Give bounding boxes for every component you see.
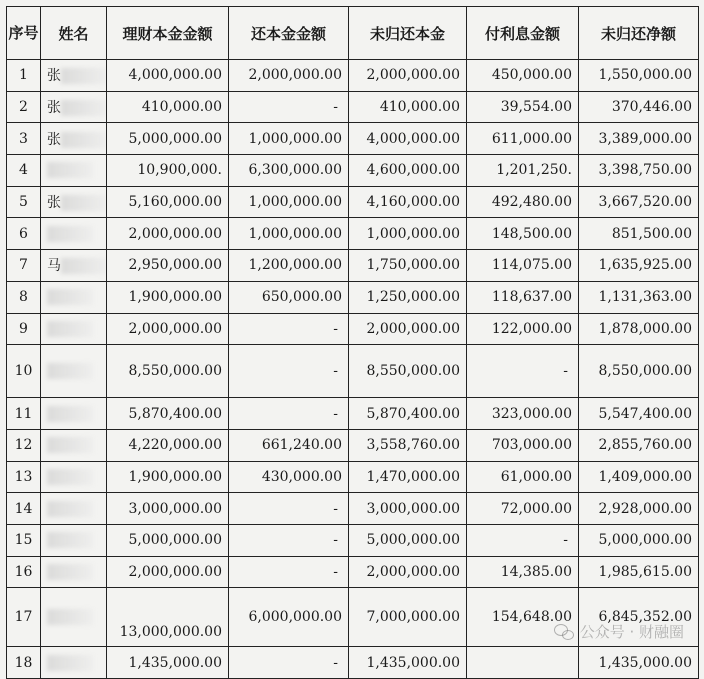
row-seq: 4 [7,155,41,187]
cell-principal: 4,220,000.00 [107,429,229,461]
cell-net: 2,928,000.00 [579,493,699,525]
cell-net: 3,398,750.00 [579,155,699,187]
cell-net: 5,000,000.00 [579,524,699,556]
row-seq: 7 [7,250,41,282]
cell-repaid: 6,300,000.00 [229,155,349,187]
cell-repaid: 1,200,000.00 [229,250,349,282]
cell-net: 1,635,925.00 [579,250,699,282]
row-name [41,398,107,430]
cell-unrepaid: 2,000,000.00 [349,556,467,588]
header-interest: 付利息金额 [467,7,579,60]
cell-principal: 13,000,000.00 [107,588,229,647]
cell-repaid: 661,240.00 [229,429,349,461]
table-row [7,398,699,430]
cell-repaid: 6,000,000.00 [229,588,349,647]
header-principal: 理财本金金额 [107,7,229,60]
row-name [41,461,107,493]
row-name [41,493,107,525]
row-name [41,91,107,123]
table-row [7,250,699,282]
cell-principal: 2,000,000.00 [107,313,229,345]
cell-interest: - [467,345,579,398]
cell-unrepaid: 1,000,000.00 [349,218,467,250]
row-name [41,250,107,282]
row-seq: 15 [7,524,41,556]
cell-repaid: 2,000,000.00 [229,60,349,92]
table-row [7,186,699,218]
cell-interest: 611,000.00 [467,123,579,155]
row-seq: 3 [7,123,41,155]
cell-principal: 1,900,000.00 [107,281,229,313]
cell-unrepaid: 8,550,000.00 [349,345,467,398]
cell-principal: 3,000,000.00 [107,493,229,525]
cell-net: 6,845,352.00 [579,588,699,647]
cell-interest: 703,000.00 [467,429,579,461]
cell-interest: 323,000.00 [467,398,579,430]
cell-repaid: - [229,524,349,556]
cell-principal: 2,950,000.00 [107,250,229,282]
row-name [41,155,107,187]
redacted-name [47,406,93,422]
cell-principal: 2,000,000.00 [107,556,229,588]
row-name [41,60,107,92]
cell-net: 1,550,000.00 [579,60,699,92]
loan-table [6,6,699,679]
table-row [7,461,699,493]
table-row [7,647,699,679]
row-name [41,186,107,218]
cell-unrepaid: 1,250,000.00 [349,281,467,313]
redacted-name [47,162,93,178]
cell-net: 1,985,615.00 [579,556,699,588]
cell-net: 3,389,000.00 [579,123,699,155]
cell-unrepaid: 1,470,000.00 [349,461,467,493]
row-name-text: 张 [47,131,61,148]
row-seq: 14 [7,493,41,525]
row-seq: 16 [7,556,41,588]
table-row [7,524,699,556]
cell-principal: 8,550,000.00 [107,345,229,398]
header-name: 姓名 [41,7,107,60]
cell-repaid: - [229,398,349,430]
redacted-name [47,564,93,580]
cell-net: 1,878,000.00 [579,313,699,345]
cell-net: 3,667,520.00 [579,186,699,218]
table-row [7,155,699,187]
redacted-name [61,258,107,274]
cell-interest: 118,637.00 [467,281,579,313]
table-row [7,345,699,398]
redacted-name [47,501,93,517]
table-row [7,313,699,345]
redacted-name [47,363,93,379]
header-repaid: 还本金金额 [229,7,349,60]
cell-net: 1,435,000.00 [579,647,699,679]
row-seq: 5 [7,186,41,218]
header-unrepaid: 未归还本金 [349,7,467,60]
cell-unrepaid: 4,160,000.00 [349,186,467,218]
redacted-name [61,132,107,148]
cell-interest: - [467,524,579,556]
redacted-name [47,289,93,305]
cell-net: 2,855,760.00 [579,429,699,461]
row-name [41,556,107,588]
redacted-name [47,226,93,242]
cell-repaid: 430,000.00 [229,461,349,493]
cell-unrepaid: 5,870,400.00 [349,398,467,430]
cell-net: 5,547,400.00 [579,398,699,430]
watermark-text: 公众号 · 财融圈 [579,623,684,641]
redacted-name [47,655,93,671]
cell-principal: 5,160,000.00 [107,186,229,218]
row-name [41,345,107,398]
cell-interest: 450,000.00 [467,60,579,92]
cell-principal: 410,000.00 [107,91,229,123]
header-seq: 序号 [7,7,41,60]
row-seq: 17 [7,588,41,647]
redacted-name [47,609,93,625]
cell-repaid: - [229,647,349,679]
row-name [41,281,107,313]
cell-interest: 1,201,250. [467,155,579,187]
cell-repaid: - [229,345,349,398]
row-name-text: 张 [47,68,61,85]
row-seq: 18 [7,647,41,679]
cell-interest [467,647,579,679]
row-name-text: 马 [47,258,61,275]
cell-repaid: - [229,493,349,525]
cell-unrepaid: 1,750,000.00 [349,250,467,282]
redacted-name [47,321,93,337]
cell-unrepaid: 3,558,760.00 [349,429,467,461]
cell-unrepaid: 2,000,000.00 [349,313,467,345]
row-seq: 2 [7,91,41,123]
cell-unrepaid: 410,000.00 [349,91,467,123]
table-row [7,556,699,588]
header-net: 未归还净额 [579,7,699,60]
table-row [7,91,699,123]
cell-principal: 10,900,000. [107,155,229,187]
row-seq: 13 [7,461,41,493]
row-name-text: 张 [47,195,61,212]
header-row [7,7,699,60]
cell-principal: 2,000,000.00 [107,218,229,250]
cell-repaid: 650,000.00 [229,281,349,313]
cell-repaid: 1,000,000.00 [229,123,349,155]
row-seq: 9 [7,313,41,345]
cell-interest: 39,554.00 [467,91,579,123]
cell-repaid: 1,000,000.00 [229,218,349,250]
cell-net: 1,131,363.00 [579,281,699,313]
cell-repaid: 1,000,000.00 [229,186,349,218]
row-seq: 8 [7,281,41,313]
table-row [7,60,699,92]
watermark [554,621,684,642]
row-name [41,588,107,647]
cell-unrepaid: 5,000,000.00 [349,524,467,556]
cell-interest: 122,000.00 [467,313,579,345]
cell-principal: 1,435,000.00 [107,647,229,679]
cell-interest: 154,648.00 [467,588,579,647]
row-seq: 11 [7,398,41,430]
redacted-name [61,68,107,84]
cell-unrepaid: 1,435,000.00 [349,647,467,679]
cell-net: 8,550,000.00 [579,345,699,398]
cell-interest: 492,480.00 [467,186,579,218]
cell-principal: 1,900,000.00 [107,461,229,493]
row-name [41,123,107,155]
row-seq: 12 [7,429,41,461]
cell-net: 370,446.00 [579,91,699,123]
cell-principal: 5,000,000.00 [107,123,229,155]
cell-unrepaid: 4,000,000.00 [349,123,467,155]
table-row [7,218,699,250]
row-name [41,313,107,345]
row-name [41,218,107,250]
table-row [7,493,699,525]
row-name [41,429,107,461]
cell-interest: 114,075.00 [467,250,579,282]
wechat-icon [554,624,574,640]
cell-repaid: - [229,556,349,588]
redacted-name [47,437,93,453]
redacted-name [47,469,93,485]
redacted-name [61,100,107,116]
redacted-name [47,532,93,548]
row-name [41,647,107,679]
redacted-name [61,195,107,211]
table-row [7,281,699,313]
cell-net: 1,409,000.00 [579,461,699,493]
cell-principal: 5,870,400.00 [107,398,229,430]
cell-unrepaid: 7,000,000.00 [349,588,467,647]
cell-unrepaid: 4,600,000.00 [349,155,467,187]
cell-interest: 148,500.00 [467,218,579,250]
row-seq: 1 [7,60,41,92]
cell-interest: 14,385.00 [467,556,579,588]
cell-repaid: - [229,91,349,123]
cell-interest: 72,000.00 [467,493,579,525]
cell-unrepaid: 2,000,000.00 [349,60,467,92]
row-seq: 10 [7,345,41,398]
cell-interest: 61,000.00 [467,461,579,493]
cell-principal: 5,000,000.00 [107,524,229,556]
cell-principal: 4,000,000.00 [107,60,229,92]
cell-repaid: - [229,313,349,345]
row-name-text: 张 [47,100,61,117]
table-row [7,429,699,461]
cell-net: 851,500.00 [579,218,699,250]
cell-unrepaid: 3,000,000.00 [349,493,467,525]
row-seq: 6 [7,218,41,250]
table-row [7,123,699,155]
row-name [41,524,107,556]
